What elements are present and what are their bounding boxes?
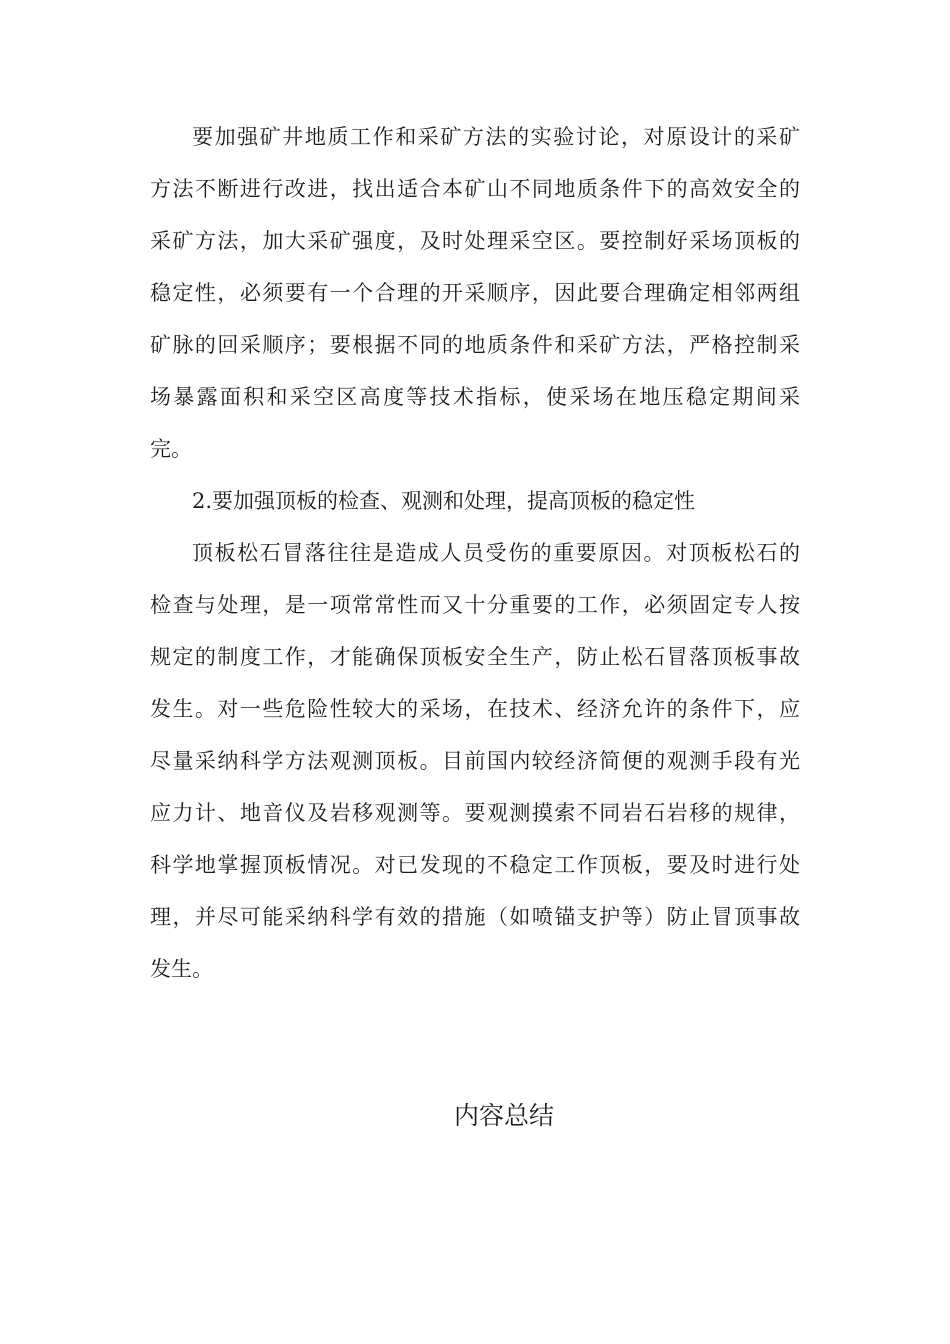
document-body [150,111,800,995]
section-heading: 2.要加强顶板的检查、观测和处理，提高顶板的稳定性 [192,489,696,513]
summary-heading: 内容总结 [453,1101,554,1130]
paragraph-line: 理，并尽可能采纳科学有效的措施（如喷锚支护等）防止冒顶事故 [150,905,800,929]
paragraph-line: 尽量采纳科学方法观测顶板。目前国内较经济简便的观测手段有光 [150,749,800,773]
paragraph-line: 矿脉的回采顺序；要根据不同的地质条件和采矿方法，严格控制采 [150,333,800,357]
paragraph-line: 规定的制度工作，才能确保顶板安全生产，防止松石冒落顶板事故 [150,645,800,669]
paragraph-line: 应力计、地音仪及岩移观测等。要观测摸索不同岩石岩移的规律， [150,801,800,825]
paragraph-line: 顶板松石冒落往往是造成人员受伤的重要原因。对顶板松石的 [192,541,800,565]
paragraph-line: 要加强矿井地质工作和采矿方法的实验讨论，对原设计的采矿 [192,125,800,149]
section-heading-roof-inspection [150,475,800,527]
paragraph-line: 场暴露面积和采空区高度等技术指标，使采场在地压稳定期间采 [150,385,800,409]
paragraph-line: 科学地掌握顶板情况。对已发现的不稳定工作顶板，要及时进行处 [150,853,800,877]
paragraph-mining-methods [150,111,800,475]
paragraph-line: 检查与处理，是一项常常性而又十分重要的工作，必须固定专人按 [150,593,800,617]
paragraph-line: 完。 [150,437,192,461]
paragraph-line: 采矿方法，加大采矿强度，及时处理采空区。要控制好采场顶板的 [150,229,800,253]
paragraph-line: 稳定性，必须要有一个合理的开采顺序，因此要合理确定相邻两组 [150,281,800,305]
paragraph-line: 方法不断进行改进，找出适合本矿山不同地质条件下的高效安全的 [150,177,800,201]
paragraph-roof-safety [150,527,800,995]
paragraph-line: 发生。 [150,957,213,981]
paragraph-line: 发生。对一些危险性较大的采场，在技术、经济允许的条件下，应 [150,697,800,721]
